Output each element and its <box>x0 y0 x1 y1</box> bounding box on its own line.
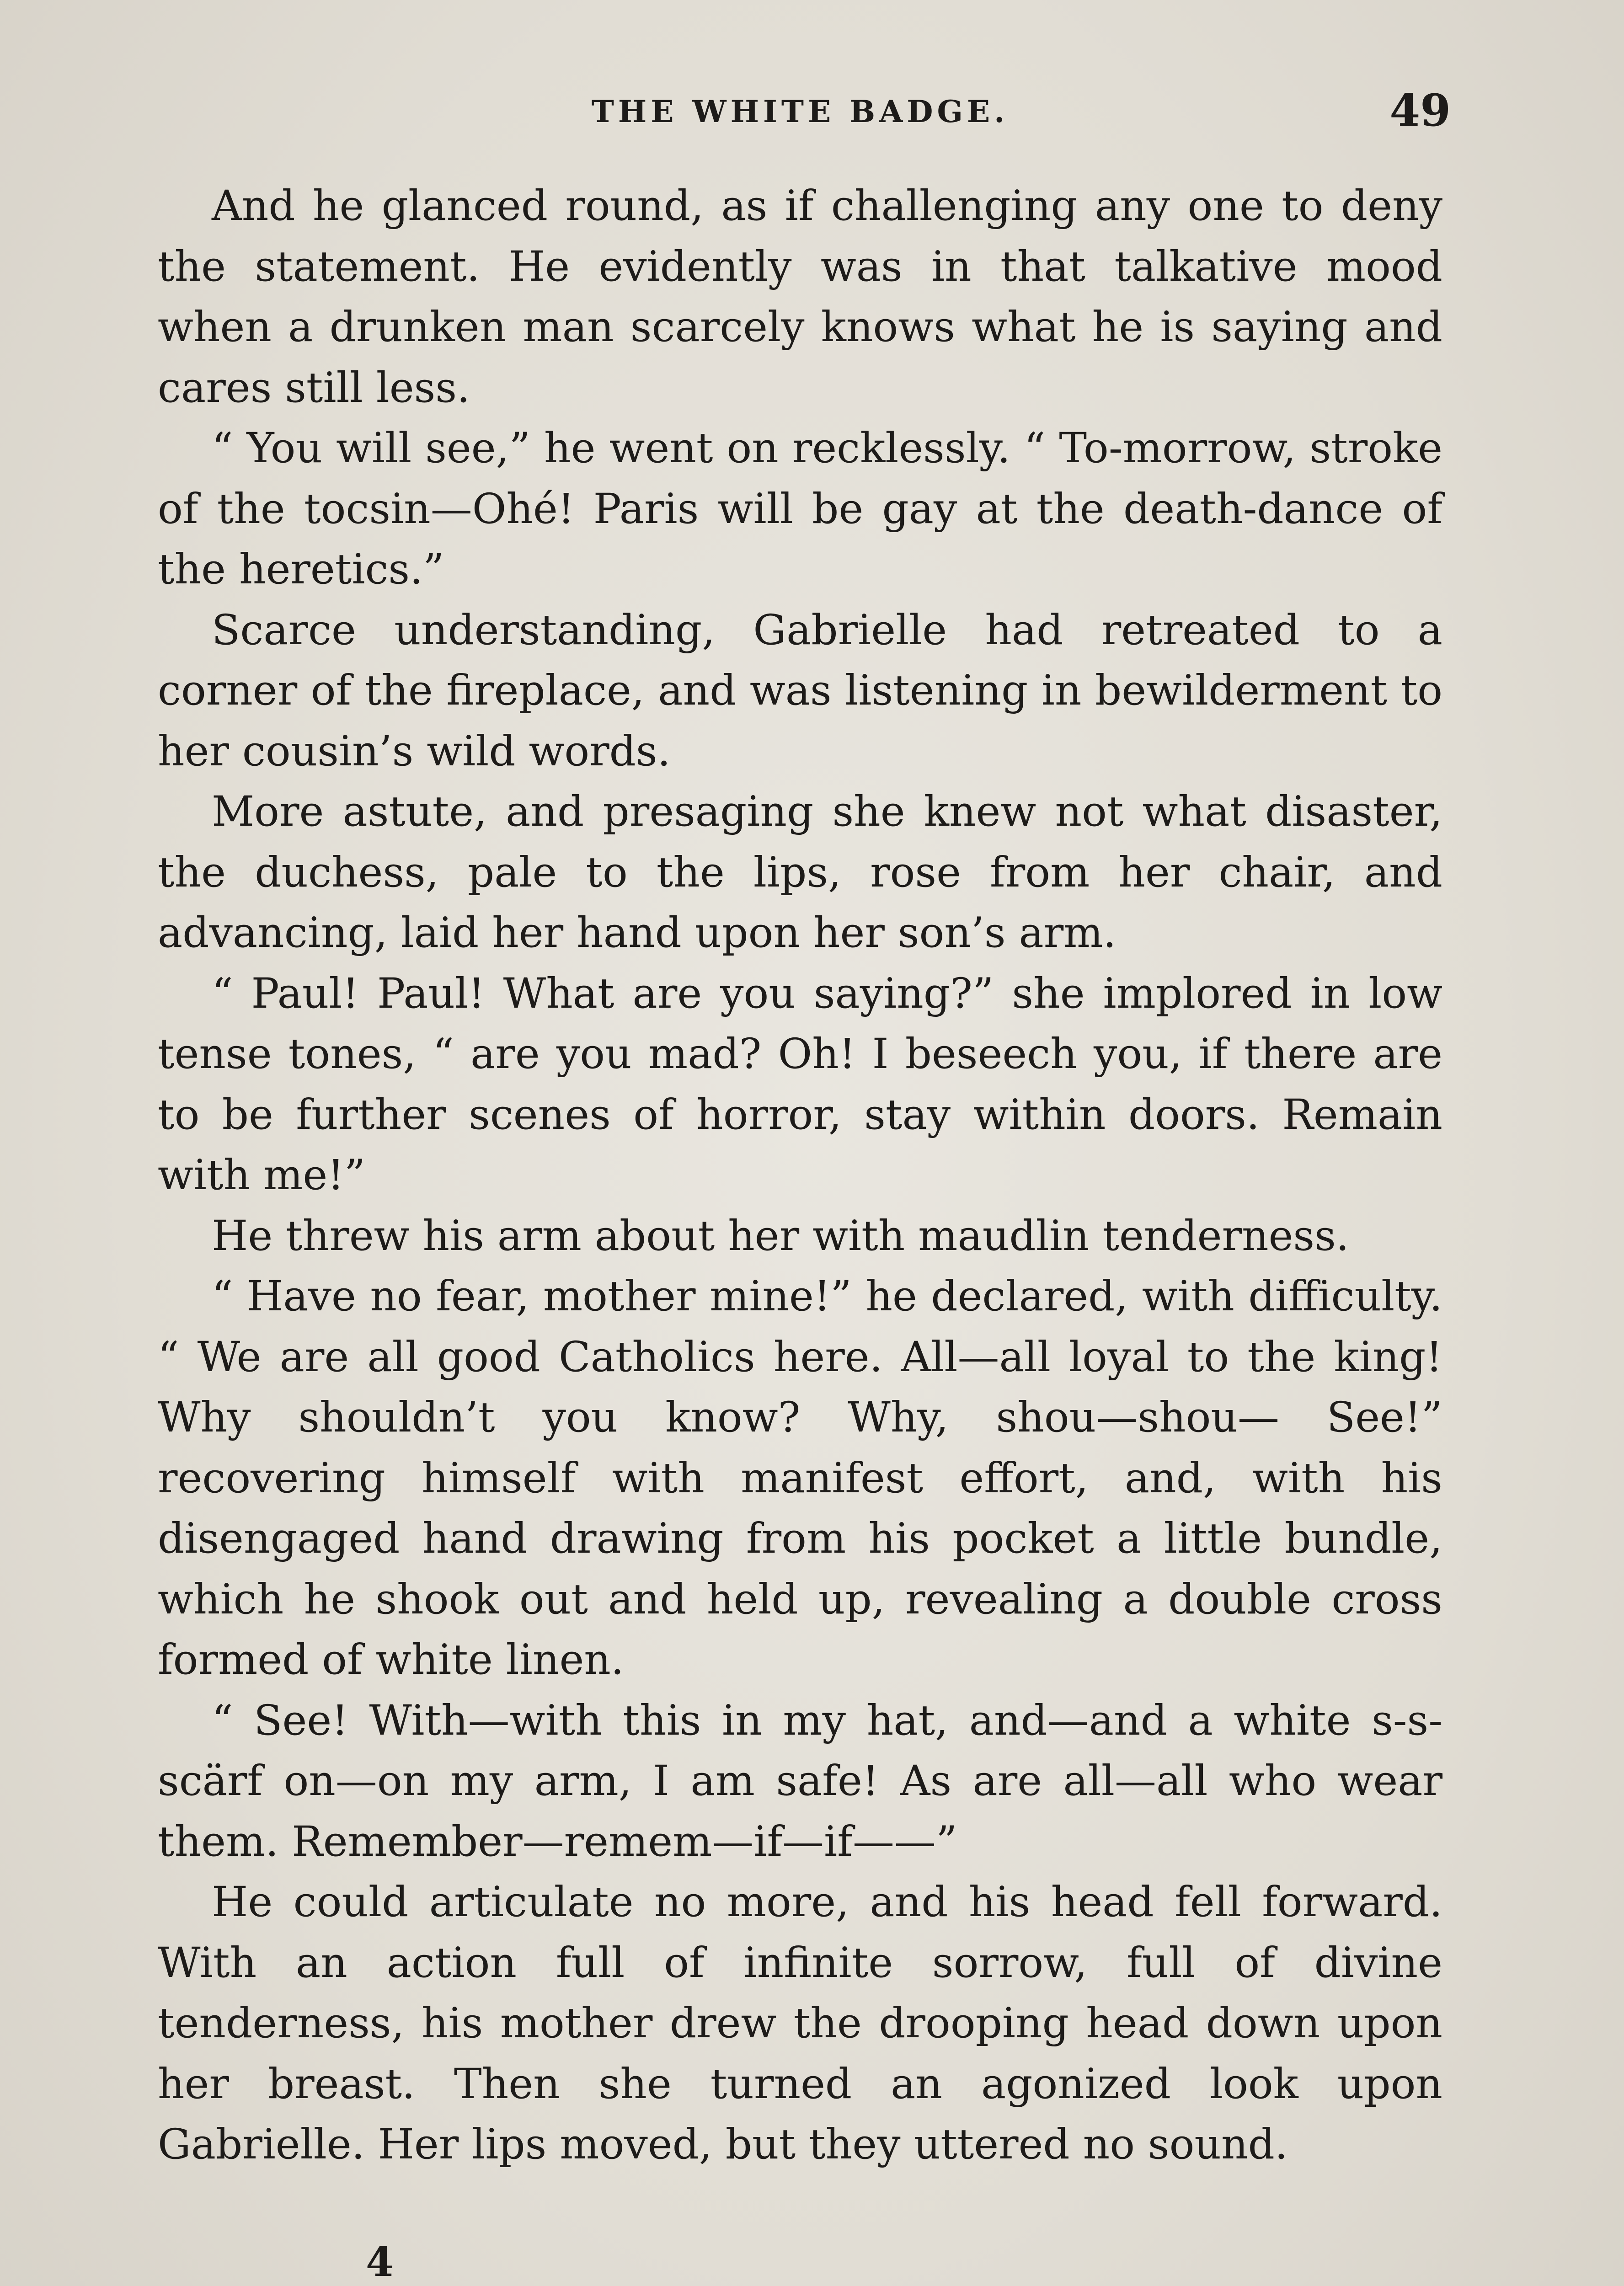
paragraph: “ You will see,” he went on recklessly. “ To-morrow, stroke of the tocsin—Ohé! Paris will be gay at the death-dance of the heretics.” <box>158 424 1442 593</box>
paragraph: “ Have no fear, mother mine!” he declared, with difficulty. “ We are all good Catholics here. All—all loyal to the king! Why shouldn’t you know? Why, shou—shou— See!” recovering himself with manifest effort, and, with his disengaged hand drawing from his pocket a little bundle, which he shook out and held up, revealing a double cross formed of white linen. <box>158 1272 1442 1684</box>
paragraph: He threw his arm about her with maudlin tenderness. <box>212 1212 1349 1260</box>
paragraph: And he glanced round, as if challenging any one to deny the statement. He evidently was in that talkative mood when a drunken man scarcely knows what he is saying and cares still less. <box>158 182 1442 412</box>
signature-mark: 4 <box>366 2238 394 2286</box>
paragraph: He could articulate no more, and his head fell forward. With an action full of infinite sorrow, full of divine tenderness, his mother drew the drooping head down upon her breast. Then she turned an agonized look upon Gabrielle. Her lips moved, but they uttered no sound. <box>158 1878 1442 2168</box>
paragraph: “ See! With—with this in my hat, and—and a white s-s-scärf on—on my arm, I am safe! As are all—all who wear them. Remember—remem—if—if——” <box>158 1696 1442 1866</box>
page-header <box>158 85 1451 144</box>
body-text <box>158 176 1442 2175</box>
running-head: THE WHITE BADGE. <box>591 94 1009 129</box>
paragraph: “ Paul! Paul! What are you saying?” she implored in low tense tones, “ are you mad? Oh! I beseech you, if there are to be further scenes of horror, stay within doors. Remain with me!” <box>158 969 1442 1199</box>
page-number: 49 <box>1389 85 1451 136</box>
paragraph: More astute, and presaging she knew not what disaster, the duchess, pale to the lips, rose from her chair, and advancing, laid her hand upon her son’s arm. <box>158 788 1442 957</box>
paragraph: Scarce understanding, Gabrielle had retreated to a corner of the fireplace, and was listening in bewilderment to her cousin’s wild words. <box>158 606 1442 775</box>
